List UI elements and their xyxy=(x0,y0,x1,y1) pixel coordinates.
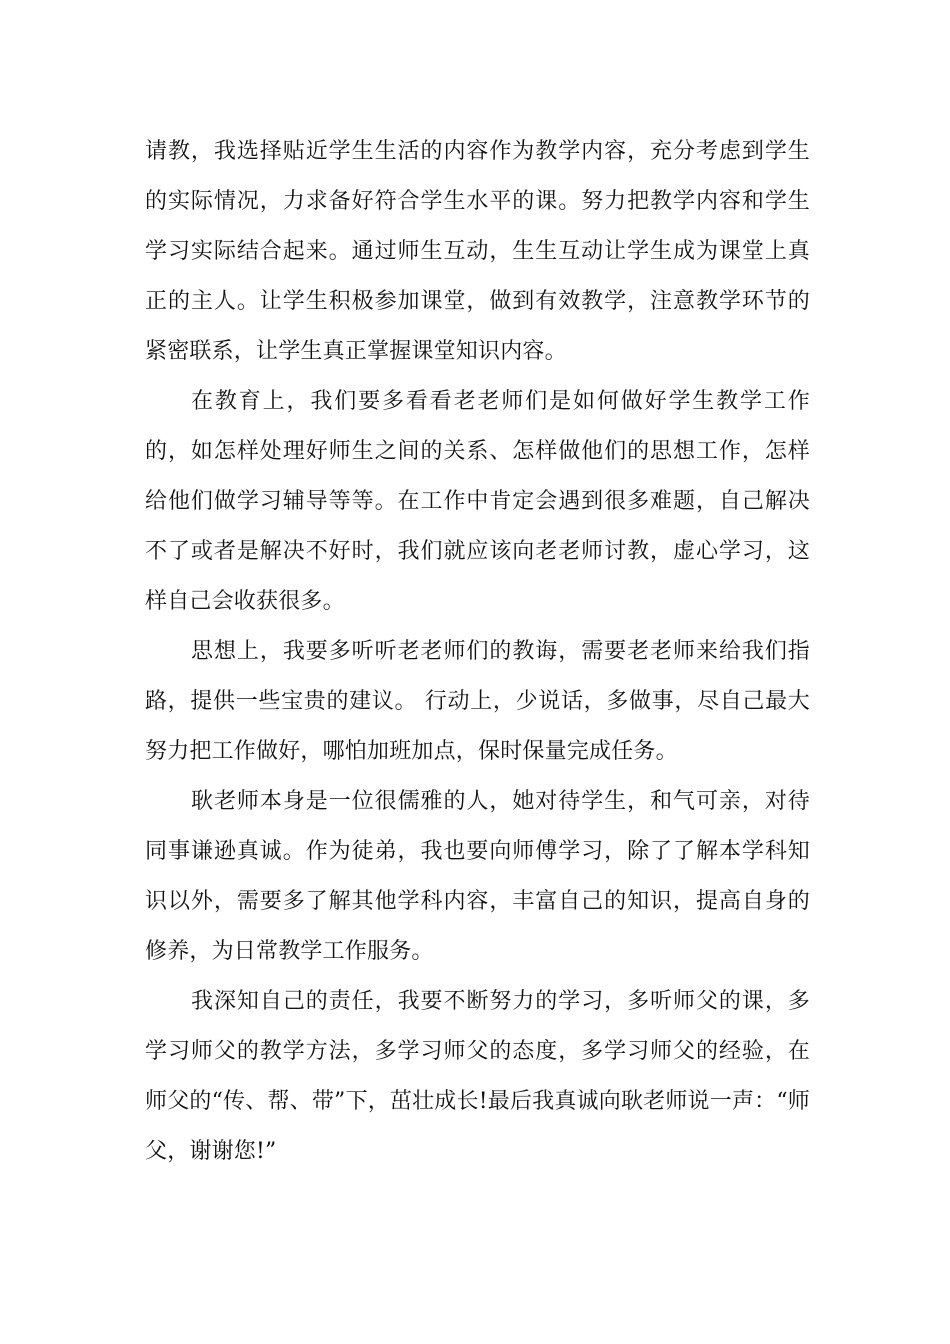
document-body xyxy=(145,127,810,1177)
paragraph-5: 我深知自己的责任，我要不断努力的学习，多听师父的课，多学习师父的教学方法，多学习师父的态度，多学习师父的经验，在师父的“传、帮、带”下，茁壮成长!最后我真诚向耿老师说一声：“师父，谢谢您!” xyxy=(145,989,810,1164)
paragraph-1: 请教，我选择贴近学生生活的内容作为教学内容，充分考虑到学生的实际情况，力求备好符合学生水平的课。努力把教学内容和学生学习实际结合起来。通过师生互动，生生互动让学生成为课堂上真正的主人。让学生积极参加课堂，做到有效教学，注意教学环节的紧密联系，让学生真正掌握课堂知识内容。 xyxy=(145,139,810,364)
paragraph-3: 思想上，我要多听听老老师们的教诲，需要老老师来给我们指路，提供一些宝贵的建议。 行动上，少说话，多做事，尽自己最大努力把工作做好，哪怕加班加点，保时保量完成任务。 xyxy=(145,639,810,764)
paragraph-4: 耿老师本身是一位很儒雅的人，她对待学生，和气可亲，对待同事谦逊真诚。作为徒弟，我也要向师傅学习，除了了解本学科知识以外，需要多了解其他学科内容，丰富自己的知识，提高自身的修养，为日常教学工作服务。 xyxy=(145,789,810,964)
paragraph-2: 在教育上，我们要多看看老老师们是如何做好学生教学工作的，如怎样处理好师生之间的关系、怎样做他们的思想工作，怎样给他们做学习辅导等等。在工作中肯定会遇到很多难题，自己解决不了或者是解决不好时，我们就应该向老老师讨教，虚心学习，这样自己会收获很多。 xyxy=(145,389,810,614)
